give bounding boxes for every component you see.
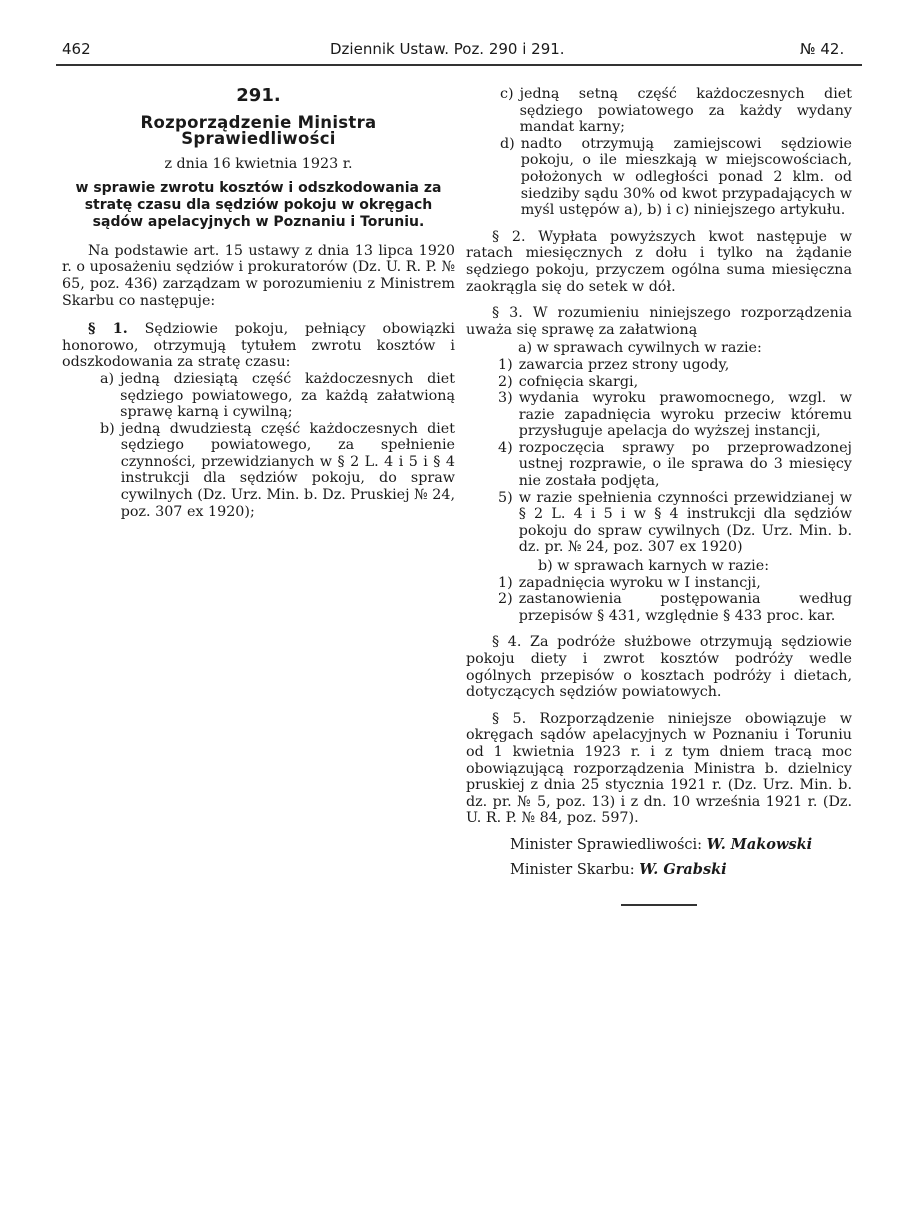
right-column (466, 86, 852, 906)
list-item (498, 575, 852, 592)
item-text: w razie spełnienia czynności przewidzianej w § 2 L. 4 i 5 i w § 4 instrukcji dla sędziów pokoju do spraw cywilnych (Dz. Urz. Min. b. dz. pr. № 24, poz. 307 ex 1920) (518, 489, 852, 556)
list-item (498, 374, 852, 391)
item-text: zawarcia przez strony ugody, (518, 356, 730, 373)
section-5: § 5. Rozporządzenie niniejsze obowiązuje w okręgach sądów apelacyjnych w Poznaniu i Toruniu od 1 kwietnia 1923 r. i z tym dniem tracą moc obowiązującą rozporządzenia Ministra b. dzielnicy pruskiej z dnia 25 stycznia 1921 r. (Dz. Urz. Min. b. dz. pr. № 5, poz. 13) i z dn. 10 września 1921 r. (Dz. U. R. P. № 84, poz. 597). (466, 710, 852, 827)
item-text: cofnięcia skargi, (518, 373, 639, 390)
item-label: 3) (498, 390, 513, 407)
list-item (500, 86, 852, 136)
list-item (100, 421, 455, 521)
page-number: 462 (62, 40, 91, 58)
item-text: jedną dziesiątą część każdoczesnych diet sędziego powiatowego, za każdą załatwioną sprawę karną i cywilną; (120, 370, 455, 421)
signature-name: W. Grabski (639, 860, 727, 878)
item-text: nadto otrzymują zamiejscowi sędziowie pokoju, o ile mieszkają w miejscowościach, położonych w odległości ponad 2 klm. od siedziby sądu 30% od kwot przypadających w myśl ustępów a), b) i c) niniejszego artykułu. (520, 135, 852, 219)
item-text: jedną setną część każdoczesnych diet sędziego powiatowego za każdy wydany mandat karny; (519, 86, 852, 136)
list-item (498, 490, 852, 556)
item-label: 1) (498, 574, 513, 591)
decree-title: Rozporządzenie Ministra Sprawiedliwości (140, 112, 377, 149)
decree-date: z dnia 16 kwietnia 1923 r. (164, 155, 353, 172)
signature-name: W. Makowski (706, 835, 813, 853)
signature-justice (510, 837, 852, 854)
item-text: wydania wyroku prawomocnego, wzgl. w razie zapadnięcia wyroku przeciw któremu przysługuje apelacja do wyższej instancji, (518, 390, 852, 440)
section-1 (62, 321, 455, 371)
section-1-items-cont (500, 86, 852, 219)
item-label: 5) (498, 489, 513, 506)
section-1-items (100, 371, 455, 520)
section-1-text: Sędziowie pokoju, pełniący obowiązki honorowo, otrzymują tytułem zwrotu kosztów i odszkodowania za stratę czasu: (62, 321, 455, 371)
item-text: zapadnięcia wyroku w I instancji, (518, 574, 761, 591)
list-item (498, 357, 852, 374)
closing-rule (621, 904, 697, 906)
journal-title: Dziennik Ustaw. Poz. 290 i 291. (330, 40, 565, 58)
issue-number: № 42. (800, 40, 845, 58)
intro-paragraph: Na podstawie art. 15 ustawy z dnia 13 lipca 1920 r. o uposażeniu sędziów i prokuratorów (Dz. U. R. P. № 65, poz. 436) zarządzam w porozumieniu z Ministrem Skarbu co następuje: (62, 242, 455, 309)
signature-treasury (510, 862, 852, 879)
decree-number: 291. (236, 85, 281, 106)
item-label: 2) (498, 591, 513, 608)
list-item (498, 440, 852, 490)
item-text: rozpoczęcia sprawy po przeprowadzonej ustnej rozprawie, o ile sprawa do 3 miesięcy nie została podjęta, (518, 439, 852, 490)
section-3-b-head: b) w sprawach karnych w razie: (538, 558, 770, 575)
signature-role: Minister Skarbu: (510, 861, 635, 878)
section-2: § 2. Wypłata powyższych kwot następuje w ratach miesięcznych z dołu i tylko na żądanie sędziego pokoju, przyczem ogólna suma miesięczna zaokrągla się do setek w dół. (466, 228, 852, 295)
section-3-a-head: a) w sprawach cywilnych w razie: (518, 340, 762, 357)
item-label: b) (100, 420, 115, 437)
list-item (500, 136, 852, 219)
signature-role: Minister Sprawiedliwości: (510, 836, 703, 853)
item-label: a) (100, 370, 115, 387)
item-text: zastanowienia postępowania według przepisów § 431, względnie § 433 proc. kar. (518, 591, 852, 624)
item-text: jedną dwudziestą część każdoczesnych diet sędziego powiatowego, za spełnienie czynności, przewidzianych w § 2 L. 4 i 5 i § 4 instrukcji dla sędziów pokoju, do spraw cywilnych (Dz. Urz. Min. b. Dz. Pruskiej № 24, poz. 307 ex 1920); (120, 420, 455, 520)
item-label: c) (500, 86, 514, 102)
list-item (100, 371, 455, 421)
section-3-b-items (498, 575, 852, 625)
section-3-intro: § 3. W rozumieniu niniejszego rozporządzenia uważa się sprawę za załatwioną (466, 305, 852, 338)
list-item (498, 390, 852, 440)
section-3-a-items (498, 357, 852, 556)
item-label: d) (500, 135, 515, 152)
item-label: 4) (498, 439, 513, 456)
section-1-label: § 1. (88, 321, 128, 338)
left-column (62, 85, 455, 520)
section-4: § 4. Za podróże służbowe otrzymują sędziowie pokoju diety i zwrot kosztów podróży wedle ogólnych przepisów o kosztach podróży i dietach, dotyczących sędziów powiatowych. (466, 634, 852, 701)
decree-subject: w sprawie zwrotu kosztów i odszkodowania za stratę czasu dla sędziów pokoju w okręgach sądów apelacyjnych w Poznaniu i Toruniu. (75, 180, 442, 230)
item-label: 2) (498, 373, 513, 390)
header-rule (56, 64, 862, 66)
list-item (498, 591, 852, 624)
item-label: 1) (498, 356, 513, 373)
